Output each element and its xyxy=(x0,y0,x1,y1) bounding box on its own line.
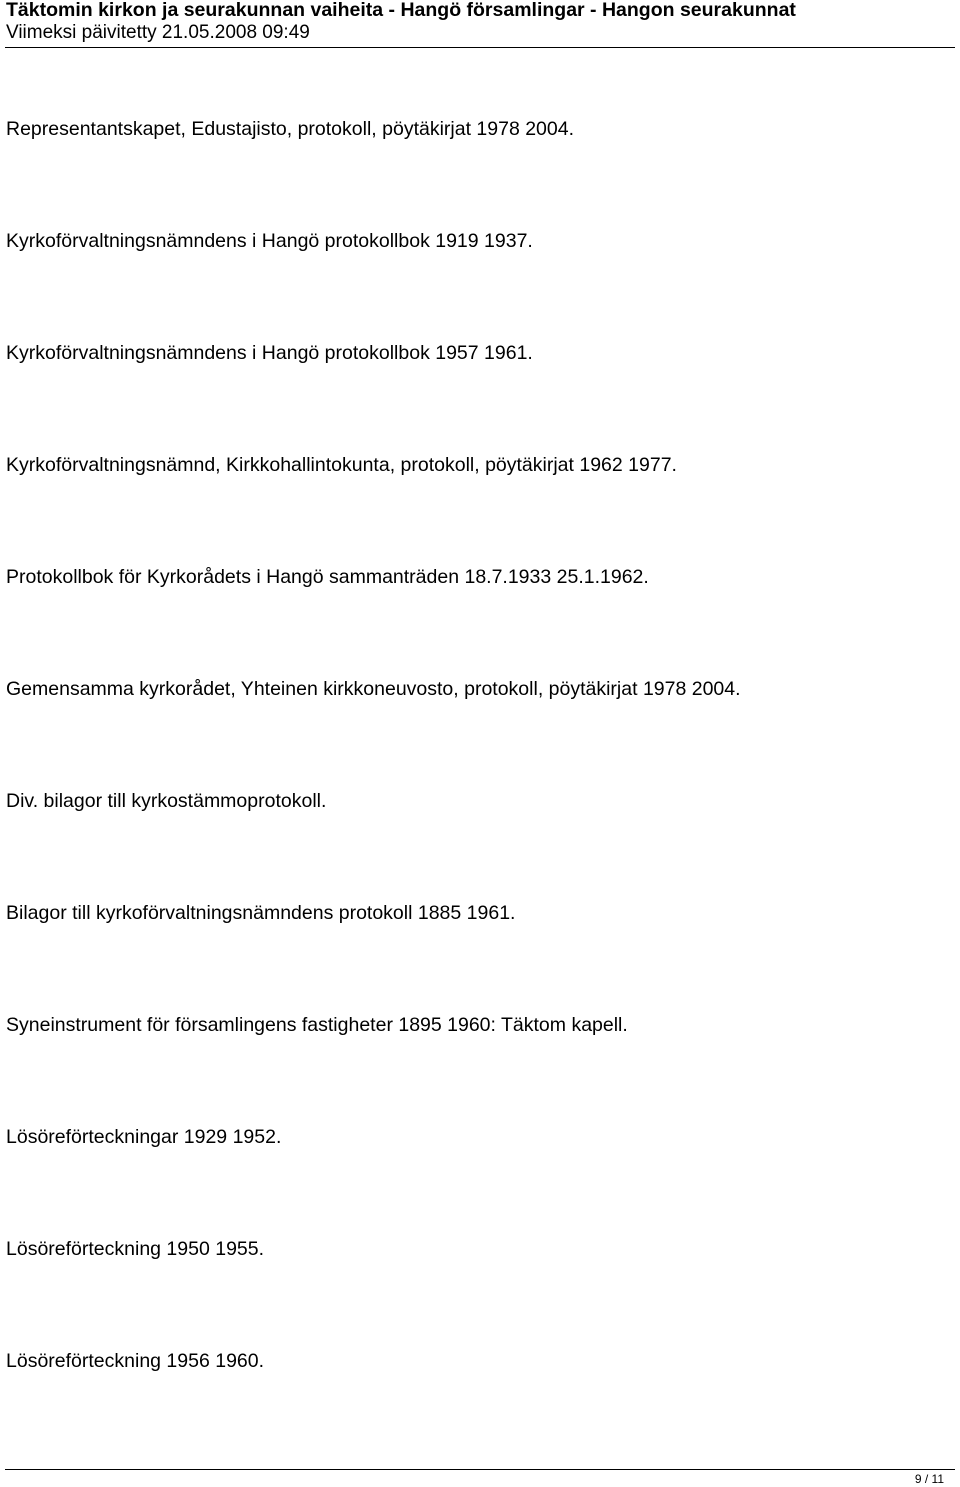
archive-entry: Protokollbok för Kyrkorådets i Hangö sammanträden 18.7.1933 25.1.1962. xyxy=(6,566,649,588)
archive-entry: Representantskapet, Edustajisto, protokoll, pöytäkirjat 1978 2004. xyxy=(6,118,575,140)
archive-entry: Lösöreförteckningar 1929 1952. xyxy=(6,1126,282,1148)
archive-entry: Lösöreförteckning 1950 1955. xyxy=(6,1238,265,1260)
archive-entry: Kyrkoförvaltningsnämndens i Hangö protokollbok 1957 1961. xyxy=(6,342,533,364)
archive-entry: Bilagor till kyrkoförvaltningsnämndens protokoll 1885 1961. xyxy=(6,902,516,924)
page-title: Täktomin kirkon ja seurakunnan vaiheita - Hangö församlingar - Hangon seurakunnat xyxy=(6,0,796,21)
archive-entry: Gemensamma kyrkorådet, Yhteinen kirkkoneuvosto, protokoll, pöytäkirjat 1978 2004. xyxy=(6,678,741,700)
archive-entry: Lösöreförteckning 1956 1960. xyxy=(6,1350,265,1372)
page-header xyxy=(6,0,954,44)
header-divider xyxy=(5,47,955,48)
archive-entry: Div. bilagor till kyrkostämmoprotokoll. xyxy=(6,790,327,812)
archive-entry: Kyrkoförvaltningsnämndens i Hangö protokollbok 1919 1937. xyxy=(6,230,533,252)
archive-entry: Syneinstrument för församlingens fastigheter 1895 1960: Täktom kapell. xyxy=(6,1014,628,1036)
archive-entry: Kyrkoförvaltningsnämnd, Kirkkohallintokunta, protokoll, pöytäkirjat 1962 1977. xyxy=(6,454,677,476)
archive-list xyxy=(6,117,954,1461)
last-updated: Viimeksi päivitetty 21.05.2008 09:49 xyxy=(6,22,310,43)
footer-divider xyxy=(5,1469,955,1470)
page-number: 9 / 11 xyxy=(914,1472,944,1486)
